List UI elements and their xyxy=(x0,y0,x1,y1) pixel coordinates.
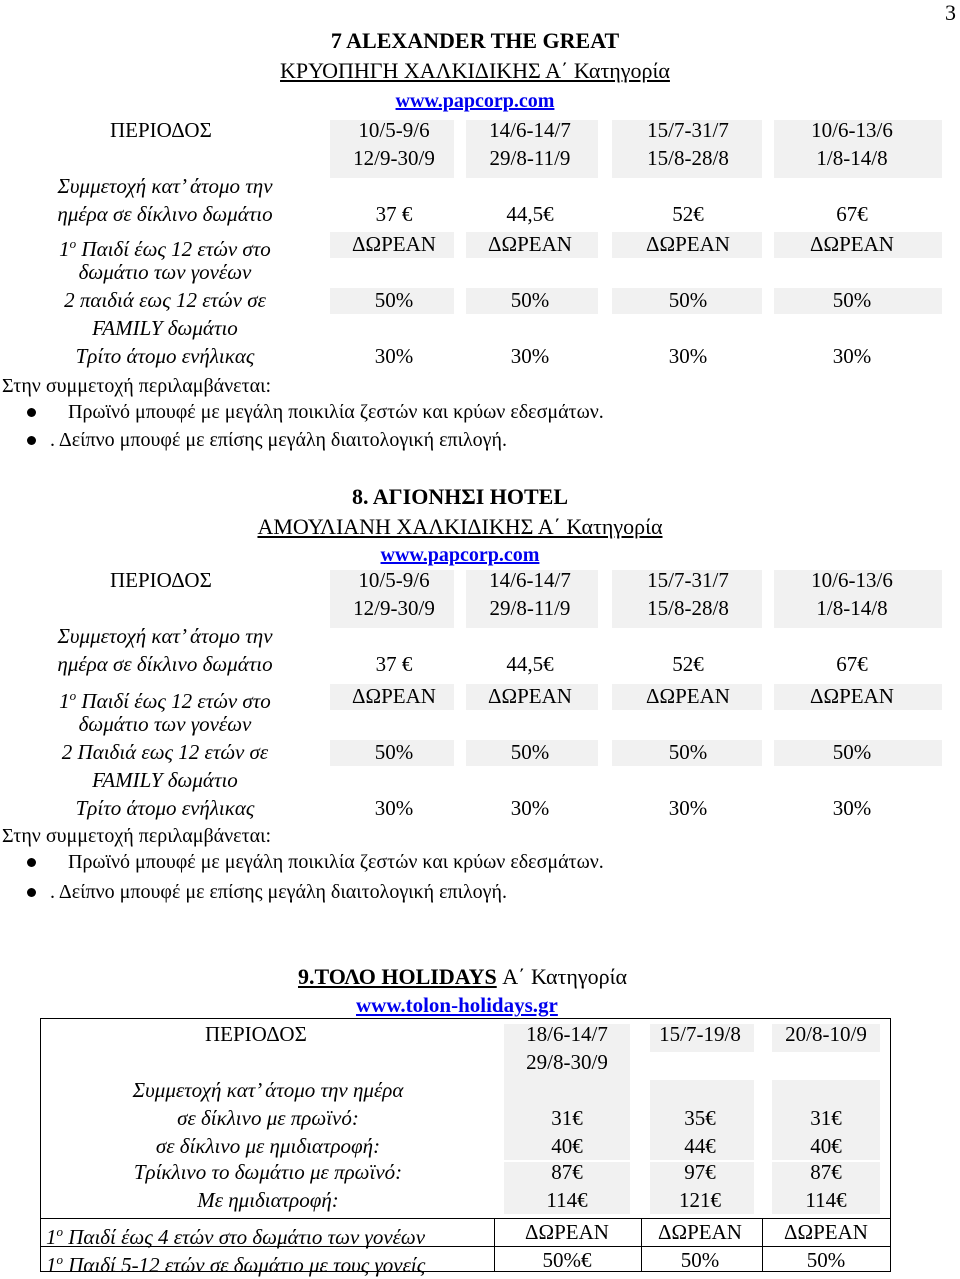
period-date: 14/6-14/7 xyxy=(489,568,571,592)
price-value: 44,5€ xyxy=(506,202,554,226)
price-value: 30% xyxy=(374,344,414,368)
row-label: Τρίτο άτομο ενήλικας xyxy=(75,796,255,820)
row-label: Συμμετοχή κατ’ άτομο την ημέρα xyxy=(132,1078,404,1102)
price-value: 50% xyxy=(374,288,414,312)
price-value: ΔΩΡΕΑΝ xyxy=(488,232,572,256)
bullet-dot xyxy=(27,858,36,867)
period-label: ΠΕΡΙΟΔΟΣ xyxy=(110,568,212,592)
row-label: Με ημιδιατροφή: xyxy=(197,1188,339,1212)
price-value: 44,5€ xyxy=(506,652,554,676)
hotel-title: 8. ΑΓΙΟΝΗΣΙ HOTEL xyxy=(351,484,569,509)
row-label: Συμμετοχή κατ’ άτομο την xyxy=(57,174,273,198)
price-value: 50% xyxy=(374,740,414,764)
price-value: 50% xyxy=(510,288,550,312)
includes-item: Πρωϊνό μπουφέ με μεγάλη ποικιλία ζεστών και κρύων εδεσμάτων. xyxy=(68,401,604,423)
period-date: 12/9-30/9 xyxy=(353,146,435,170)
price-value: ΔΩΡΕΑΝ xyxy=(810,232,894,256)
row-label: FAMILY δωμάτιο xyxy=(92,316,238,340)
period-date: 1/8-14/8 xyxy=(816,596,888,620)
row-label: δωμάτιο των γονέων xyxy=(78,712,252,736)
period-date: 15/7-19/8 xyxy=(659,1022,741,1046)
row-label: $1^o$ Παιδί έως 12 ετών στο xyxy=(59,688,271,713)
ordinal-superscript: ο xyxy=(56,1224,63,1239)
price-value: 87€ xyxy=(810,1160,842,1184)
page-number: 3 xyxy=(945,0,956,25)
row-label: σε δίκλινο με ημιδιατροφή: xyxy=(155,1134,381,1158)
price-value: ΔΩΡΕΑΝ xyxy=(525,1220,609,1244)
row-label: $1^o$ Παιδί έως 12 ετών στο xyxy=(59,236,271,261)
price-value: 31€ xyxy=(551,1106,583,1130)
row-label: δωμάτιο των γονέων xyxy=(78,260,252,284)
price-value: 50% xyxy=(806,1248,846,1272)
price-value: ΔΩΡΕΑΝ xyxy=(784,1220,868,1244)
price-value: 50% xyxy=(832,288,872,312)
period-date: 15/7-31/7 xyxy=(647,118,729,142)
hotel-title: 9.ΤΟΛΟ HOLIDAYS xyxy=(298,964,497,989)
price-value: 50% xyxy=(832,740,872,764)
price-value: 87€ xyxy=(551,1160,583,1184)
row-label: 2 παιδιά εως 12 ετών σε xyxy=(64,288,266,312)
price-value: 67€ xyxy=(836,202,868,226)
price-value: 31€ xyxy=(810,1106,842,1130)
price-value: 52€ xyxy=(672,652,704,676)
price-value: 97€ xyxy=(684,1160,716,1184)
hotel-website-link[interactable]: www.tolon-holidays.gr xyxy=(356,993,558,1017)
includes-title: Στην συμμετοχή περιλαμβάνεται: xyxy=(2,825,272,847)
period-date: 10/5-9/6 xyxy=(358,118,430,142)
price-value: 30% xyxy=(832,344,872,368)
price-value: 40€ xyxy=(810,1134,842,1158)
price-value: 67€ xyxy=(836,652,868,676)
price-value: 114€ xyxy=(546,1188,588,1212)
row-label: FAMILY δωμάτιο xyxy=(92,768,238,792)
includes-item: Πρωϊνό μπουφέ με μεγάλη ποικιλία ζεστών και κρύων εδεσμάτων. xyxy=(68,851,604,873)
row-label: ημέρα σε δίκλινο δωμάτιο xyxy=(57,202,273,226)
row-label: Τρίκλινο το δωμάτιο με πρωϊνό: xyxy=(133,1160,403,1184)
row-label: ημέρα σε δίκλινο δωμάτιο xyxy=(57,652,273,676)
period-date: 15/8-28/8 xyxy=(647,146,729,170)
period-date: 29/8-11/9 xyxy=(489,146,571,170)
hotel-subtitle: ΚΡΥΟΠΗΓΗ ΧΑΛΚΙΔΙΚΗΣ Α΄ Κατηγορία xyxy=(280,58,670,83)
period-date: 15/8-28/8 xyxy=(647,596,729,620)
period-date: 29/8-11/9 xyxy=(489,596,571,620)
hotel-subtitle: ΑΜΟΥΛΙΑΝΗ ΧΑΛΚΙΔΙΚΗΣ Α΄ Κατηγορία xyxy=(257,514,663,539)
hotel-title-line xyxy=(298,962,627,992)
includes-item: . Δείπνο μπουφέ με επίσης μεγάλη διαιτολογική επιλογή. xyxy=(50,881,507,903)
row-label: $1^o$ Παιδί 5-12 ετών σε δωμάτιο με τους γονείς xyxy=(46,1252,426,1277)
period-date: 10/6-13/6 xyxy=(811,118,893,142)
ordinal-superscript: ο xyxy=(56,1252,63,1267)
price-value: 52€ xyxy=(672,202,704,226)
price-value: 50% xyxy=(510,740,550,764)
period-date: 29/8-30/9 xyxy=(526,1050,608,1074)
period-label: ΠΕΡΙΟΔΟΣ xyxy=(110,118,212,142)
price-value: 30% xyxy=(374,796,414,820)
price-value: 50%€ xyxy=(542,1248,592,1272)
price-value: ΔΩΡΕΑΝ xyxy=(658,1220,742,1244)
hotel-category: Α΄ Κατηγορία xyxy=(496,964,628,989)
table-border xyxy=(40,1018,890,1019)
price-value: 50% xyxy=(668,288,708,312)
row-label: 2 Παιδιά εως 12 ετών σε xyxy=(61,740,269,764)
ordinal-superscript: ο xyxy=(69,236,77,251)
period-date: 15/7-31/7 xyxy=(647,568,729,592)
row-label: Συμμετοχή κατ’ άτομο την xyxy=(57,624,273,648)
price-value: 30% xyxy=(510,796,550,820)
hotel-title: 7 ALEXANDER THE GREAT xyxy=(330,28,620,53)
price-value: 30% xyxy=(832,796,872,820)
price-value: ΔΩΡΕΑΝ xyxy=(646,232,730,256)
price-value: 30% xyxy=(668,796,708,820)
price-value: ΔΩΡΕΑΝ xyxy=(352,684,436,708)
period-label: ΠΕΡΙΟΔΟΣ xyxy=(205,1022,307,1046)
row-label: σε δίκλινο με πρωϊνό: xyxy=(177,1106,359,1130)
bullet-dot xyxy=(27,408,36,417)
price-value: 121€ xyxy=(679,1188,721,1212)
price-value: 50% xyxy=(668,740,708,764)
price-value: 114€ xyxy=(805,1188,847,1212)
period-date: 1/8-14/8 xyxy=(816,146,888,170)
price-value: 40€ xyxy=(551,1134,583,1158)
price-value: ΔΩΡΕΑΝ xyxy=(488,684,572,708)
period-date: 14/6-14/7 xyxy=(489,118,571,142)
period-date: 20/8-10/9 xyxy=(785,1022,867,1046)
price-value: ΔΩΡΕΑΝ xyxy=(810,684,894,708)
period-date: 12/9-30/9 xyxy=(353,596,435,620)
price-value: 50% xyxy=(680,1248,720,1272)
price-value: 30% xyxy=(668,344,708,368)
price-value: 44€ xyxy=(684,1134,716,1158)
table-border xyxy=(40,1018,41,1272)
price-value: ΔΩΡΕΑΝ xyxy=(352,232,436,256)
row-label: $1^o$ Παιδί έως 4 ετών στο δωμάτιο των γονέων xyxy=(46,1224,426,1249)
includes-item: . Δείπνο μπουφέ με επίσης μεγάλη διαιτολογική επιλογή. xyxy=(50,429,507,451)
price-value: ΔΩΡΕΑΝ xyxy=(646,684,730,708)
row-label: Τρίτο άτομο ενήλικας xyxy=(75,344,255,368)
period-date: 10/6-13/6 xyxy=(811,568,893,592)
ordinal-superscript: ο xyxy=(69,688,77,703)
hotel-website-link[interactable]: www.papcorp.com xyxy=(380,544,540,566)
price-value: 37 € xyxy=(375,202,413,226)
price-value: 30% xyxy=(510,344,550,368)
bullet-dot xyxy=(27,888,36,897)
bullet-dot xyxy=(27,436,36,445)
period-date: 18/6-14/7 xyxy=(526,1022,608,1046)
hotel-website-link[interactable]: www.papcorp.com xyxy=(395,90,555,112)
includes-title: Στην συμμετοχή περιλαμβάνεται: xyxy=(2,375,272,397)
period-date: 10/5-9/6 xyxy=(358,568,430,592)
price-value: 35€ xyxy=(684,1106,716,1130)
price-value: 37 € xyxy=(375,652,413,676)
